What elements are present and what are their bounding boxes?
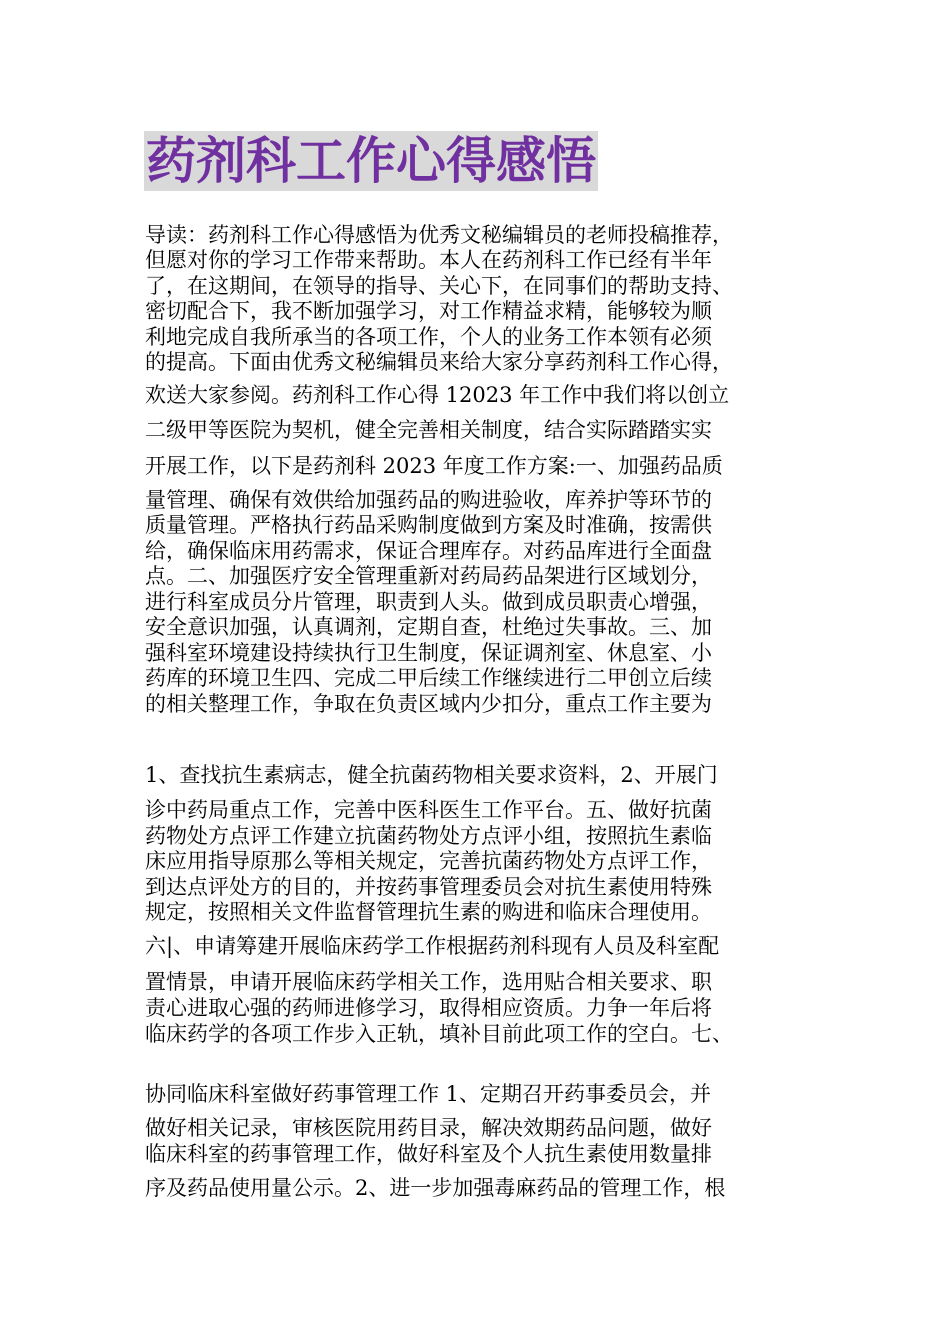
body-line: 密切配合下，我不断加强学习，对工作精益求精，能够较为顺: [145, 299, 712, 323]
body-line: 导读：药剂科工作心得感悟为优秀文秘编辑员的老师投稿推荐，: [145, 223, 733, 247]
body-line: 诊中药局重点工作，完善中医科医生工作平台。五、做好抗菌: [145, 798, 712, 822]
body-line: 开展工作，以下是药剂科 2023 年度工作方案:一、加强药品质: [145, 454, 723, 478]
body-line: 临床科室的药事管理工作，做好科室及个人抗生素使用数量排: [145, 1142, 712, 1166]
body-line: 量管理、确保有效供给加强药品的购进验收，库养护等环节的: [145, 488, 712, 512]
body-line: 规定，按照相关文件监督管理抗生素的购进和临床合理使用。: [145, 900, 712, 924]
body-line: 安全意识加强，认真调剂，定期自查，杜绝过失事故。三、加: [145, 615, 712, 639]
body-line: 药物处方点评工作建立抗菌药物处方点评小组，按照抗生素临: [145, 824, 712, 848]
body-line: 二级甲等医院为契机，健全完善相关制度，结合实际踏踏实实: [145, 418, 712, 442]
body-line: 临床药学的各项工作步入正轨，填补目前此项工作的空白。七、: [145, 1022, 733, 1046]
body-line: 利地完成自我所承当的各项工作，个人的业务工作本领有必须: [145, 325, 712, 349]
body-line: 进行科室成员分片管理，职责到人头。做到成员职责心增强，: [145, 590, 712, 614]
body-line: 做好相关记录，审核医院用药目录，解决效期药品问题，做好: [145, 1116, 712, 1140]
body-line: 责心进取心强的药师进修学习，取得相应资质。力争一年后将: [145, 996, 712, 1020]
body-line: 了，在这期间，在领导的指导、关心下，在同事们的帮助支持、: [145, 274, 733, 298]
body-line: 给，确保临床用药需求，保证合理库存。对药品库进行全面盘: [145, 539, 712, 563]
body-line: 序及药品使用量公示。2、进一步加强毒麻药品的管理工作，根: [145, 1176, 726, 1200]
body-line: 质量管理。严格执行药品采购制度做到方案及时准确，按需供: [145, 513, 712, 537]
body-line: 到达点评处方的目的，并按药事管理委员会对抗生素使用特殊: [145, 875, 712, 899]
body-line: 1、查找抗生素病志，健全抗菌药物相关要求资料，2、开展门: [145, 763, 718, 787]
body-line: 欢送大家参阅。药剂科工作心得 12023 年工作中我们将以创立: [145, 383, 730, 407]
body-line: 置情景，申请开展临床药学相关工作，选用贴合相关要求、职: [145, 970, 712, 994]
document-title: 药剂科工作心得感悟: [146, 132, 596, 190]
body-line: 但愿对你的学习工作带来帮助。本人在药剂科工作已经有半年: [145, 248, 712, 272]
body-line: 的相关整理工作，争取在负责区域内少扣分，重点工作主要为: [145, 692, 712, 716]
body-line: 的提高。下面由优秀文秘编辑员来给大家分享药剂科工作心得，: [145, 350, 733, 374]
body-line: 床应用指导原那么等相关规定，完善抗菌药物处方点评工作，: [145, 849, 712, 873]
body-line: 强科室环境建设持续执行卫生制度，保证调剂室、休息室、小: [145, 641, 712, 665]
body-line: 点。二、加强医疗安全管理重新对药局药品架进行区域划分，: [145, 564, 712, 588]
body-line: 协同临床科室做好药事管理工作 1、定期召开药事委员会，并: [145, 1082, 712, 1106]
body-line: 六|、申请筹建开展临床药学工作根据药剂科现有人员及科室配: [145, 934, 720, 958]
body-line: 药库的环境卫生四、完成二甲后续工作继续进行二甲创立后续: [145, 666, 712, 690]
